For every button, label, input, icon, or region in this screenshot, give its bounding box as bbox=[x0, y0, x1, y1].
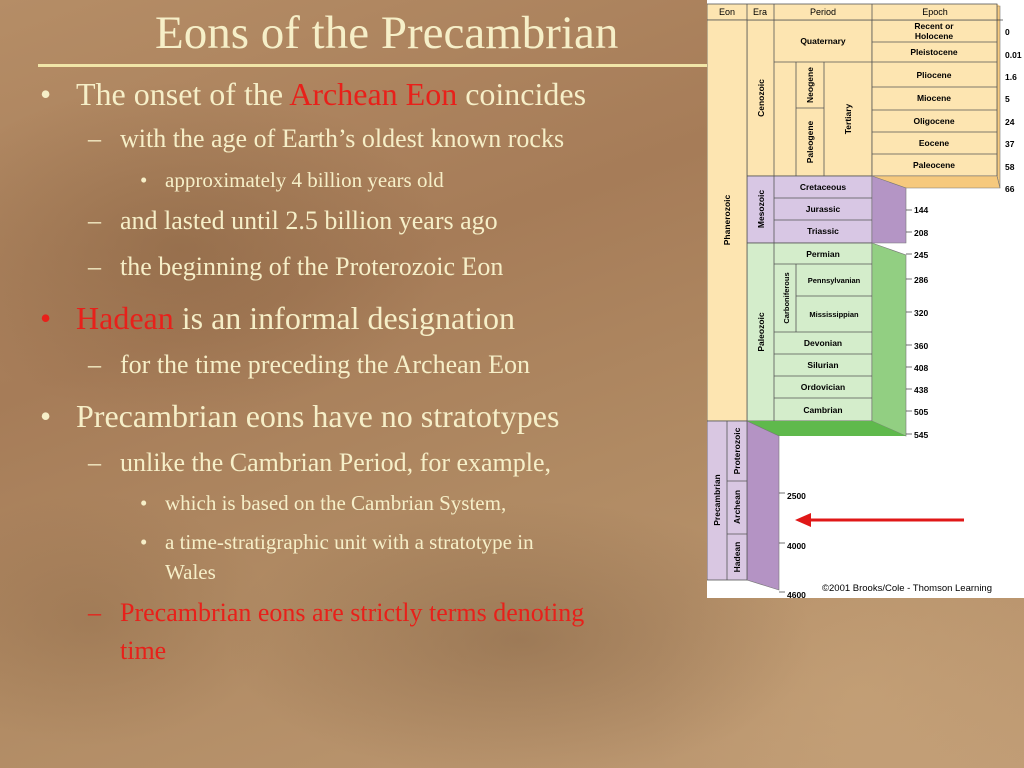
bullet-marker: – bbox=[88, 124, 101, 153]
period-carboniferous: Carboniferous bbox=[782, 272, 791, 324]
bullet-text: the beginning of the Proterozoic Eon bbox=[120, 252, 504, 281]
age-label: 58 bbox=[1005, 162, 1015, 172]
era-cenozoic: Cenozoic bbox=[756, 79, 766, 117]
bullet-line-level-2 bbox=[120, 350, 530, 380]
geologic-timescale-figure bbox=[707, 0, 1024, 598]
epoch-eocene: Eocene bbox=[918, 138, 950, 148]
eon-precambrian: Precambrian bbox=[712, 474, 722, 526]
age-label: 360 bbox=[914, 341, 929, 351]
age-label: 408 bbox=[914, 363, 929, 373]
epoch-paleocene: Paleocene bbox=[912, 160, 956, 170]
age-label: 286 bbox=[914, 275, 929, 285]
bullet-marker: – bbox=[88, 252, 101, 281]
paleozoic-side-band bbox=[872, 243, 906, 436]
bullet-marker: • bbox=[40, 300, 52, 336]
bullet-line-level-2 bbox=[120, 252, 503, 282]
bullet-marker: • bbox=[140, 491, 148, 515]
bullet-line-level-3 bbox=[165, 168, 444, 193]
bullet-text: is an informal designation bbox=[173, 300, 515, 336]
age-label: 144 bbox=[914, 205, 929, 215]
age-label: 320 bbox=[914, 308, 929, 318]
bullet-text: unlike the Cambrian Period, for example, bbox=[120, 448, 552, 477]
bullet-marker: – bbox=[88, 598, 101, 627]
bullet-marker: – bbox=[88, 350, 101, 379]
period-devonian: Devonian bbox=[803, 338, 843, 348]
age-label: 4000 bbox=[787, 541, 806, 551]
slide-title: Eons of the Precambrian bbox=[155, 7, 619, 59]
header-period: Period bbox=[809, 7, 837, 17]
age-label: 208 bbox=[914, 228, 929, 238]
period-quaternary: Quaternary bbox=[800, 36, 846, 46]
bullet-text: approximately 4 billion years old bbox=[165, 168, 444, 192]
bullet-line-level-2 bbox=[120, 448, 551, 478]
bullet-marker: • bbox=[40, 76, 52, 112]
bullet-line-level-2 bbox=[120, 206, 498, 236]
age-label: 438 bbox=[914, 385, 929, 395]
bullet-line-level-1 bbox=[76, 300, 515, 337]
age-label: 0.01 bbox=[1005, 50, 1022, 60]
subperiod-paleogene: Paleogene bbox=[805, 120, 815, 164]
precambrian-side-band bbox=[747, 421, 779, 590]
age-label: 4600 bbox=[787, 590, 806, 598]
bullet-line-level-1 bbox=[76, 398, 559, 435]
bullet-marker: • bbox=[40, 398, 52, 434]
bullet-text: a time-stratigraphic unit with a stratotype in bbox=[165, 530, 534, 554]
period-jurassic: Jurassic bbox=[805, 204, 841, 214]
title-divider bbox=[38, 64, 710, 67]
age-label: 245 bbox=[914, 250, 929, 260]
period-triassic: Triassic bbox=[807, 226, 839, 236]
eon-phanerozoic: Phanerozoic bbox=[722, 194, 732, 246]
bullet-marker: – bbox=[88, 206, 101, 235]
header-era: Era bbox=[752, 7, 768, 17]
period-pennsylvanian: Pennsylvanian bbox=[807, 276, 861, 285]
epoch-holocene: Holocene bbox=[914, 31, 954, 41]
header-epoch: Epoch bbox=[922, 7, 948, 17]
eon-hadean: Hadean bbox=[732, 541, 742, 573]
period-ordovician: Ordovician bbox=[800, 382, 846, 392]
bullet-text: which is based on the Cambrian System, bbox=[165, 491, 507, 515]
epoch-recent: Recent or bbox=[914, 21, 954, 31]
age-label: 0 bbox=[1005, 27, 1010, 37]
bullet-text: Precambrian eons have no stratotypes bbox=[76, 398, 560, 434]
epoch-miocene: Miocene bbox=[916, 93, 952, 103]
bullet-line-level-3 bbox=[165, 560, 216, 585]
highlighted-term: Hadean bbox=[76, 300, 174, 336]
cenozoic-side-band bbox=[997, 6, 1000, 188]
period-cambrian: Cambrian bbox=[803, 405, 843, 415]
bullet-text: for the time preceding the Archean Eon bbox=[120, 350, 531, 379]
age-label: 2500 bbox=[787, 491, 806, 501]
bullet-line-level-2 bbox=[120, 124, 564, 154]
highlighted-term: Precambrian eons are strictly terms denoting bbox=[120, 598, 585, 627]
bullet-line-level-2 bbox=[120, 636, 166, 666]
mesozoic-side-band bbox=[872, 176, 906, 243]
period-tertiary: Tertiary bbox=[843, 103, 853, 135]
period-permian: Permian bbox=[806, 249, 840, 259]
period-cretaceous: Cretaceous bbox=[799, 182, 847, 192]
highlighted-term: Archean Eon bbox=[289, 76, 458, 112]
epoch-pleistocene: Pleistocene bbox=[910, 47, 958, 57]
bullet-text: and lasted until 2.5 billion years ago bbox=[120, 206, 498, 235]
bullet-marker: • bbox=[140, 530, 148, 554]
bullet-text: coincides bbox=[457, 76, 587, 112]
age-label: 24 bbox=[1005, 117, 1015, 127]
period-mississippian: Mississippian bbox=[809, 310, 859, 319]
copyright-notice: ©2001 Brooks/Cole - Thomson Learning bbox=[822, 583, 993, 594]
age-label: 37 bbox=[1005, 139, 1015, 149]
epoch-oligocene: Oligocene bbox=[913, 116, 955, 126]
bullet-marker: – bbox=[88, 448, 101, 477]
era-paleozoic: Paleozoic bbox=[756, 312, 766, 352]
bullet-marker: • bbox=[140, 168, 148, 192]
bullet-line-level-3 bbox=[165, 491, 506, 516]
era-mesozoic: Mesozoic bbox=[756, 189, 766, 229]
highlighted-term: time bbox=[120, 636, 167, 665]
age-label: 5 bbox=[1005, 94, 1010, 104]
eon-proterozoic: Proterozoic bbox=[732, 427, 742, 475]
subperiod-neogene: Neogene bbox=[805, 67, 815, 103]
bullet-text: Wales bbox=[165, 560, 216, 584]
bullet-line-level-3 bbox=[165, 530, 534, 555]
header-eon: Eon bbox=[718, 7, 736, 17]
header-row bbox=[707, 4, 997, 20]
period-silurian: Silurian bbox=[807, 360, 839, 370]
age-label: 545 bbox=[914, 430, 929, 440]
age-label: 1.6 bbox=[1005, 72, 1017, 82]
eon-archean: Archean bbox=[732, 489, 742, 525]
bullet-line-level-2 bbox=[120, 598, 584, 628]
bullet-text: with the age of Earth’s oldest known rocks bbox=[120, 124, 565, 153]
epoch-pliocene: Pliocene bbox=[916, 70, 952, 80]
bullet-line-level-1 bbox=[76, 76, 586, 113]
age-label: 505 bbox=[914, 407, 929, 417]
age-label: 66 bbox=[1005, 184, 1015, 194]
bullet-text: The onset of the bbox=[76, 76, 290, 112]
